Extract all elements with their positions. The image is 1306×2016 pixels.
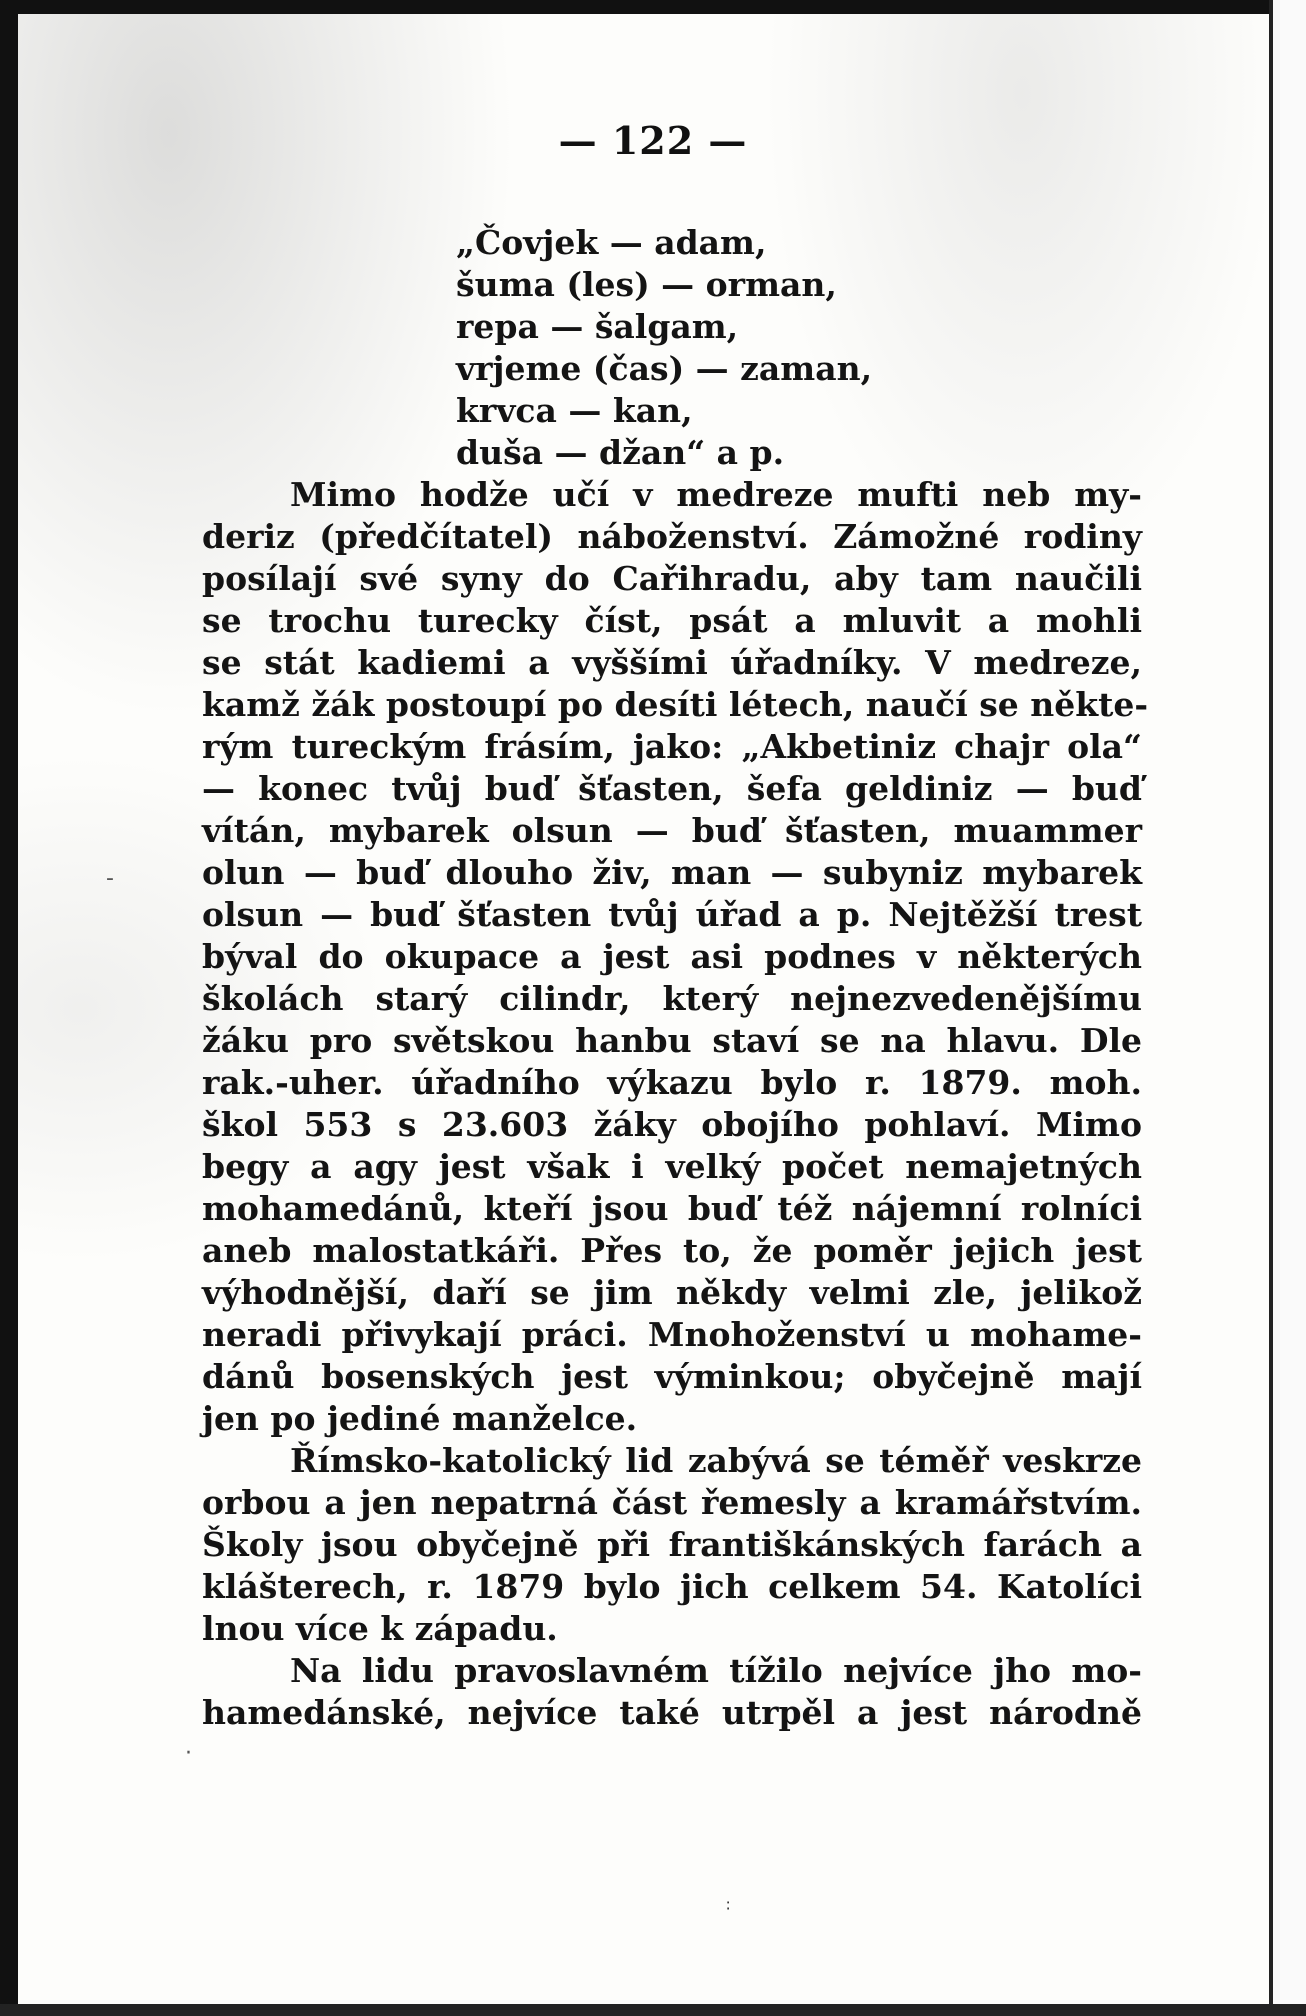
text-line: výhodnější, daří se jim někdy velmi zle, jelikož xyxy=(202,1273,1142,1312)
text-line: deriz (předčítatel) náboženství. Zámožné rodiny xyxy=(202,517,1142,556)
margin-mark: · xyxy=(185,1741,192,1766)
text-line: Římsko-katolický lid zabývá se téměř veskrze xyxy=(290,1441,1142,1480)
text-line: rým tureckým frásím, jako: „Akbetiniz chajr ola“ xyxy=(202,727,1142,766)
text-line: kamž žák postoupí po desíti létech, naučí se někte- xyxy=(202,685,1149,724)
text-line: školách starý cilindr, který nejnezvedenějšímu xyxy=(202,979,1142,1018)
text-line: posílají své syny do Cařihradu, aby tam naučili xyxy=(202,559,1142,598)
text-line: se trochu turecky číst, psát a mluvit a mohli xyxy=(202,601,1142,640)
text-line: Na lidu pravoslavném tížilo nejvíce jho mo- xyxy=(290,1651,1142,1690)
text-line: klášterech, r. 1879 bylo jich celkem 54. Katolíci xyxy=(202,1567,1142,1606)
text-line: žáku pro světskou hanbu staví se na hlavu. Dle xyxy=(202,1021,1142,1060)
text-line: mohamedánů, kteří jsou buď též nájemní rolníci xyxy=(202,1189,1142,1228)
text-line: vítán, mybarek olsun — buď šťasten, muammer xyxy=(202,811,1142,850)
text-line: olun — buď dlouho živ, man — subyniz mybarek xyxy=(202,853,1142,892)
body-text xyxy=(202,474,1149,1734)
text-line: neradi přivykají práci. Mnohoženství u mohame- xyxy=(202,1315,1142,1354)
page-number: — 122 — xyxy=(558,118,748,163)
text-line: lnou více k západu. xyxy=(202,1609,558,1648)
text-line: býval do okupace a jest asi podnes v některých xyxy=(202,937,1142,976)
margin-mark: - xyxy=(106,866,114,891)
verse-line: „Čovjek — adam, xyxy=(456,223,767,262)
text-line: se stát kadiemi a vyššími úřadníky. V medreze, xyxy=(202,643,1142,682)
text-line: — konec tvůj buď šťasten, šefa geldiniz — buď xyxy=(202,769,1142,808)
scan-edge-bottom xyxy=(0,2004,1306,2016)
printer-mark: ∶ xyxy=(726,1896,731,1915)
text-line: aneb malostatkáři. Přes to, že poměr jejich jest xyxy=(202,1231,1142,1270)
verse-line: duša — džan“ a p. xyxy=(456,433,785,472)
text-line: Školy jsou obyčejně při františkánských farách a xyxy=(202,1525,1142,1564)
text-line: Mimo hodže učí v medreze mufti neb my- xyxy=(290,475,1142,514)
vocabulary-verse xyxy=(456,222,976,474)
text-line: dánů bosenských jest výminkou; obyčejně mají xyxy=(202,1357,1142,1396)
text-line: olsun — buď šťasten tvůj úřad a p. Nejtěžší trest xyxy=(202,895,1142,934)
text-line: hamedánské, nejvíce také utrpěl a jest národně xyxy=(202,1693,1142,1732)
text-line: begy a agy jest však i velký počet nemajetných xyxy=(202,1147,1142,1186)
verse-line: vrjeme (čas) — zaman, xyxy=(456,349,873,388)
scan-edge-right xyxy=(1269,0,1306,2016)
text-line: rak.-uher. úřadního výkazu bylo r. 1879. moh. xyxy=(202,1063,1142,1102)
verse-line: repa — šalgam, xyxy=(456,307,739,346)
text-line: škol 553 s 23.603 žáky obojího pohlaví. Mimo xyxy=(202,1105,1142,1144)
verse-line: šuma (les) — orman, xyxy=(456,265,837,304)
verse-line: krvca — kan, xyxy=(456,391,693,430)
text-line: jen po jediné manželce. xyxy=(202,1399,638,1438)
text-line: orbou a jen nepatrná část řemesly a kramářstvím. xyxy=(202,1483,1142,1522)
